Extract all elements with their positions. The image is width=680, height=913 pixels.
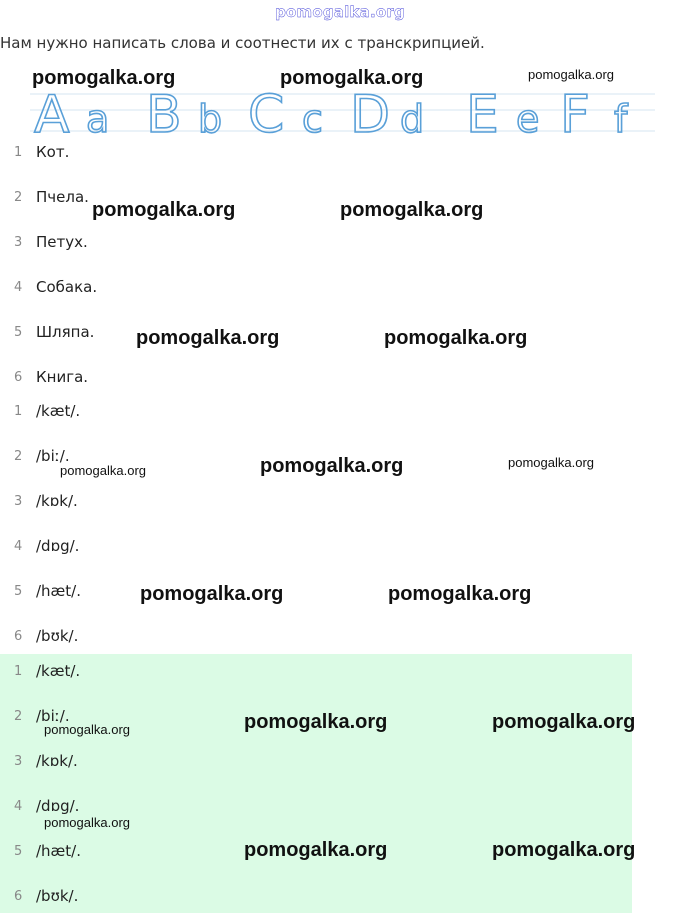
item-number: 4 <box>14 279 23 295</box>
answer-text: /biː/. <box>36 707 70 725</box>
list-item <box>0 490 78 512</box>
watermark: pomogalka.org <box>140 583 284 605</box>
list-item <box>0 625 78 647</box>
list-item <box>0 400 80 422</box>
alphabet-letter: f <box>614 97 628 136</box>
list-item <box>0 366 88 388</box>
transcription-text: /bʊk/. <box>36 627 79 645</box>
item-number: 4 <box>14 798 23 814</box>
answer-text: /dɒg/. <box>36 797 80 815</box>
list-item <box>0 750 78 772</box>
word-text: Собака. <box>36 278 98 296</box>
site-logo[interactable]: pomogalka.org <box>275 3 405 21</box>
answer-text: /kɒk/. <box>36 752 78 770</box>
answer-text: /kæt/. <box>36 662 81 680</box>
watermark: pomogalka.org <box>508 455 594 470</box>
list-item <box>0 580 81 602</box>
watermark: pomogalka.org <box>340 199 484 221</box>
item-number: 2 <box>14 448 23 464</box>
alphabet-letter: a <box>86 97 110 136</box>
answer-box <box>0 654 632 913</box>
word-text: Шляпа. <box>36 323 95 341</box>
watermark: pomogalka.org <box>492 711 636 733</box>
alphabet-letter: b <box>198 97 223 136</box>
alphabet-letter: d <box>400 97 425 136</box>
list-item <box>0 840 81 862</box>
list-item <box>0 276 97 298</box>
alphabet-letter: C <box>248 86 285 136</box>
answer-text: /hæt/. <box>36 842 81 860</box>
watermark: pomogalka.org <box>60 463 146 478</box>
watermark: pomogalka.org <box>280 67 424 89</box>
watermark: pomogalka.org <box>32 67 176 89</box>
item-number: 5 <box>14 324 23 340</box>
item-number: 4 <box>14 538 23 554</box>
alphabet-illustration <box>30 86 670 136</box>
item-number: 2 <box>14 189 23 205</box>
watermark: pomogalka.org <box>492 839 636 861</box>
watermark: pomogalka.org <box>136 327 280 349</box>
word-text: Кот. <box>36 143 70 161</box>
alphabet-letter: c <box>302 97 323 136</box>
list-item <box>0 660 80 682</box>
watermark: pomogalka.org <box>44 815 130 830</box>
watermark: pomogalka.org <box>388 583 532 605</box>
word-text: Пчела. <box>36 188 89 206</box>
list-item <box>0 141 69 163</box>
transcription-text: /kɒk/. <box>36 492 78 510</box>
transcription-text: /kæt/. <box>36 402 81 420</box>
alphabet-letter: A <box>34 86 70 136</box>
watermark: pomogalka.org <box>260 455 404 477</box>
item-number: 5 <box>14 583 23 599</box>
item-number: 1 <box>14 144 23 160</box>
list-item <box>0 535 79 557</box>
watermark: pomogalka.org <box>92 199 236 221</box>
watermark: pomogalka.org <box>44 722 130 737</box>
watermark: pomogalka.org <box>244 839 388 861</box>
list-item <box>0 795 79 817</box>
watermark: pomogalka.org <box>244 711 388 733</box>
transcription-text: /hæt/. <box>36 582 81 600</box>
alphabet-letter: e <box>516 97 540 136</box>
list-item <box>0 231 88 253</box>
list-item <box>0 885 78 907</box>
word-text: Петух. <box>36 233 88 251</box>
item-number: 2 <box>14 708 23 724</box>
item-number: 5 <box>14 843 23 859</box>
task-description: Нам нужно написать слова и соотнести их с транскрипцией. <box>0 34 485 52</box>
item-number: 1 <box>14 403 23 419</box>
item-number: 6 <box>14 888 23 904</box>
item-number: 6 <box>14 369 23 385</box>
word-text: Книга. <box>36 368 89 386</box>
alphabet-letter: E <box>466 86 499 136</box>
alphabet-letter: F <box>560 86 590 136</box>
list-item <box>0 321 94 343</box>
transcription-text: /dɒg/. <box>36 537 80 555</box>
watermark: pomogalka.org <box>384 327 528 349</box>
answer-text: /bʊk/. <box>36 887 79 905</box>
item-number: 6 <box>14 628 23 644</box>
item-number: 3 <box>14 234 23 250</box>
item-number: 3 <box>14 753 23 769</box>
alphabet-letter: D <box>350 86 391 136</box>
list-item <box>0 186 89 208</box>
item-number: 3 <box>14 493 23 509</box>
item-number: 1 <box>14 663 23 679</box>
watermark: pomogalka.org <box>528 67 614 82</box>
alphabet-letter: B <box>146 86 182 136</box>
transcription-text: /biː/. <box>36 447 70 465</box>
